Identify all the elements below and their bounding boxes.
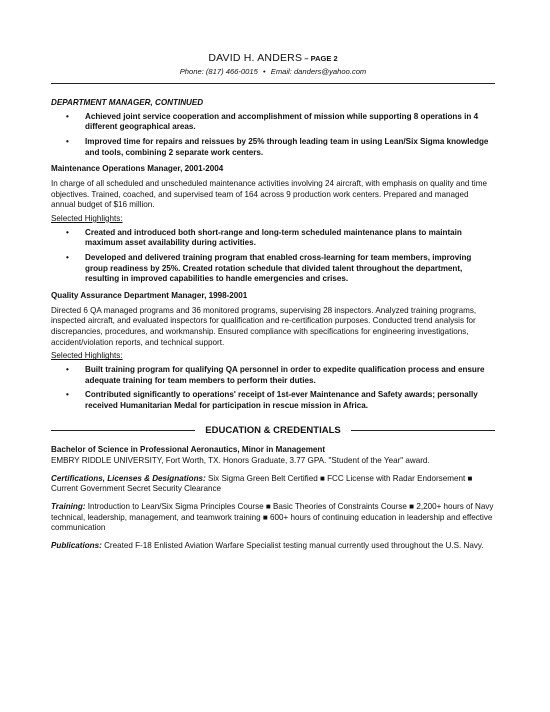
header-rule (51, 83, 495, 84)
bullet-icon: • (66, 227, 69, 237)
continued-bullet-list (51, 112, 495, 159)
continued-heading: DEPARTMENT MANAGER, CONTINUED (51, 97, 204, 107)
list-item (51, 253, 495, 285)
bullet-icon: • (66, 252, 69, 262)
list-item (51, 390, 495, 411)
school: EMBRY RIDDLE UNIVERSITY, Fort Worth, TX. Honors Graduate, 3.77 GPA. "Student of the Year" award. (51, 455, 430, 465)
maintenance-bullet-list (51, 228, 495, 285)
phone: Phone: (817) 466-0015 (179, 66, 258, 76)
training-text: Introduction to Lean/Six Sigma Principles Course ■ Basic Theories of Constraints Course ■ 2,200+ hours of Navy technical, leadership, management, and teamwork training ■ 600+ hours of continuing education in leadership and effective communication (51, 501, 494, 533)
bullet-icon: • (66, 364, 69, 374)
divider (51, 430, 195, 431)
quality-bullet-list (51, 365, 495, 412)
selected-highlights-label: Selected Highlights: (51, 351, 123, 361)
email: Email: danders@yahoo.com (270, 66, 367, 76)
bullet-icon: • (66, 390, 69, 400)
list-item (51, 365, 495, 386)
education-section-heading (51, 425, 495, 438)
job-title-quality: Quality Assurance Department Manager, 1998-2001 (51, 290, 248, 300)
training-label: Training: (51, 501, 86, 511)
candidate-name: DAVID H. ANDERS (208, 52, 303, 64)
page-label: – PAGE 2 (304, 54, 338, 63)
bullet-icon: • (66, 136, 69, 146)
certifications-block (51, 474, 495, 495)
training-block (51, 502, 495, 534)
job-title-maintenance: Maintenance Operations Manager, 2001-2004 (51, 164, 224, 174)
bullet-text: Contributed significantly to operations' receipt of 1st-ever Maintenance and Safety awards; personally received Humanitarian Medal for participation in rescue mission in Africa. (85, 390, 478, 410)
job-description-maintenance: In charge of all scheduled and unscheduled maintenance activities involving 24 aircraft, with emphasis on quality and time objectives. Trained, coached, and supervised team of 164 across 9 production work centers. Prepared and managed annual budget of $16 million. (51, 178, 487, 210)
section-title: EDUCATION & CREDENTIALS (205, 424, 341, 436)
job-description-quality: Directed 6 QA managed programs and 36 monitored programs, supervising 28 inspectors. Analyzed training programs, inspected aircraft, and evaluated inspectors for qualification and re-certification purposes. Conducted trend analysis for discrepancies, procedures, and workmanship. Ensured compliance with specifications for engineering investigations, accident/violation reports, and technical support. (51, 305, 477, 347)
list-item (51, 137, 495, 158)
bullet-text: Achieved joint service cooperation and accomplishment of mission while supporting 8 operations in 4 different geographical areas. (85, 111, 479, 132)
publications-text: Created F-18 Enlisted Aviation Warfare Specialist testing manual currently used throughout the U.S. Navy. (104, 540, 484, 550)
publications-block (51, 541, 495, 552)
certifications-label: Certifications, Licenses & Designations: (51, 473, 206, 483)
degree: Bachelor of Science in Professional Aeronautics, Minor in Management (51, 445, 326, 455)
certifications-text: Six Sigma Green Belt Certified ■ FCC License with Radar Endorsement ■ Current Government Secret Security Clearance (51, 473, 473, 494)
bullet-text: Improved time for repairs and reissues by 25% through leading team in using Lean/Six Sigma knowledge and tools, combining 2 separate work centers. (85, 136, 489, 157)
contact-separator: • (262, 66, 266, 76)
degree-block (51, 445, 495, 466)
divider (351, 430, 495, 431)
bullet-text: Built training program for qualifying QA personnel in order to expedite qualification process and ensure adequate training for team members to perform their duties. (85, 364, 485, 385)
bullet-text: Developed and delivered training program that enabled cross-learning for team members, improving group readiness by 25%. Created rotation schedule that divided talent throughout the department, resulting in improved capabilities to handle emergencies and crises. (85, 252, 472, 284)
name-line (51, 52, 495, 66)
contact-line (51, 67, 495, 77)
list-item (51, 228, 495, 249)
selected-highlights-label: Selected Highlights: (51, 213, 123, 223)
resume-header (51, 0, 495, 77)
bullet-icon: • (66, 111, 69, 121)
list-item (51, 112, 495, 133)
publications-label: Publications: (51, 540, 102, 550)
bullet-text: Created and introduced both short-range and long-term scheduled maintenance plans to maintain maximum asset availability during activities. (85, 227, 462, 248)
